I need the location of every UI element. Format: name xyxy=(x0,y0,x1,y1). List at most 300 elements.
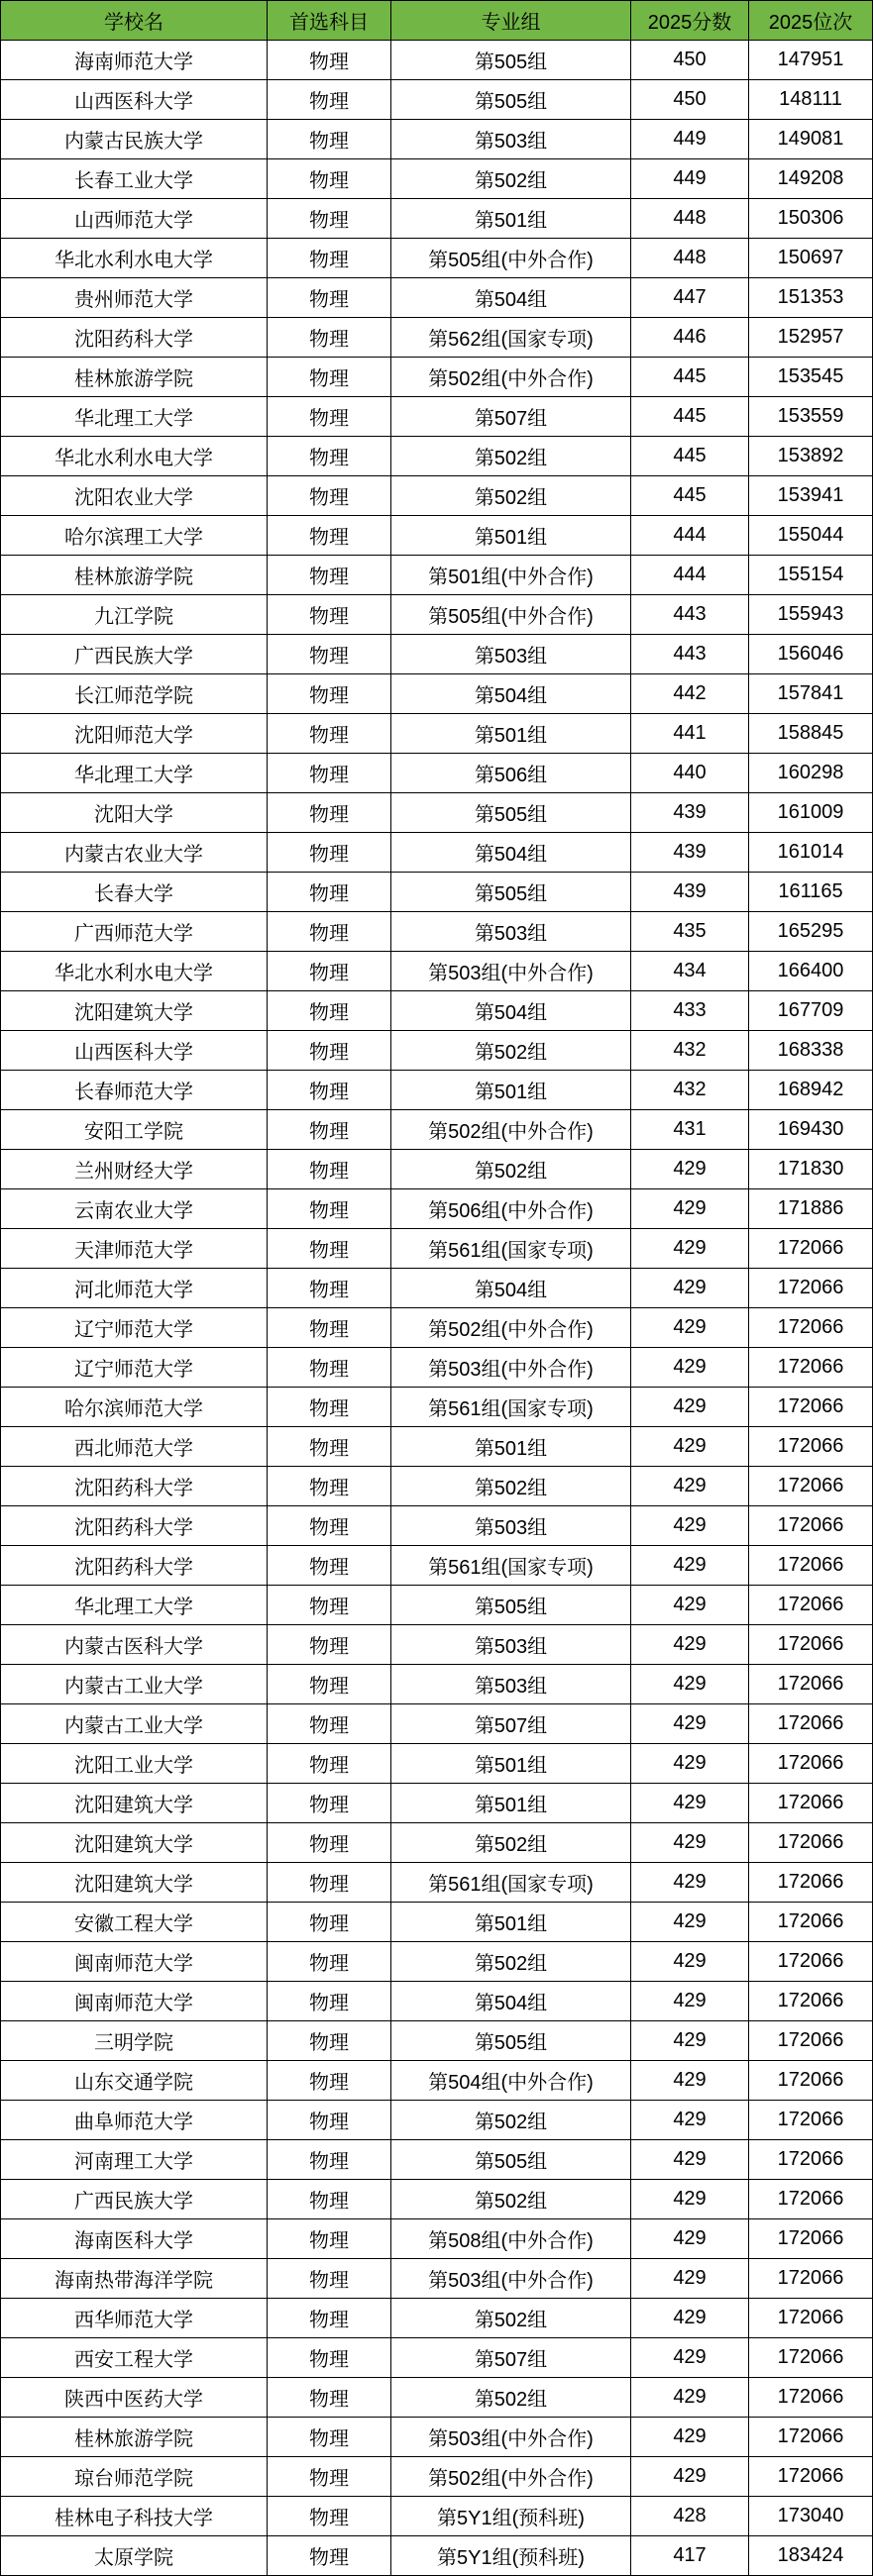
table-row xyxy=(1,1744,873,1784)
cell-subject: 物理 xyxy=(268,1229,391,1269)
cell-school: 山西师范大学 xyxy=(1,199,268,239)
cell-rank: 172066 xyxy=(749,1903,873,1942)
cell-score: 429 xyxy=(631,1744,749,1784)
cell-subject: 物理 xyxy=(268,674,391,714)
table-row xyxy=(1,2299,873,2338)
cell-school: 长春工业大学 xyxy=(1,159,268,199)
cell-major-group: 第505组(中外合作) xyxy=(391,239,631,278)
cell-school: 安阳工学院 xyxy=(1,1110,268,1150)
cell-rank: 167709 xyxy=(749,991,873,1031)
cell-subject: 物理 xyxy=(268,1982,391,2021)
cell-subject: 物理 xyxy=(268,991,391,1031)
cell-school: 海南医科大学 xyxy=(1,2219,268,2259)
cell-subject: 物理 xyxy=(268,952,391,991)
cell-subject: 物理 xyxy=(268,1189,391,1229)
header-major-group: 专业组 xyxy=(391,1,631,41)
table-row xyxy=(1,873,873,912)
cell-school: 闽南师范大学 xyxy=(1,1942,268,1982)
cell-score: 443 xyxy=(631,635,749,674)
table-row xyxy=(1,1427,873,1467)
cell-school: 琼台师范学院 xyxy=(1,2457,268,2497)
cell-subject: 物理 xyxy=(268,1506,391,1546)
cell-major-group: 第505组 xyxy=(391,2021,631,2061)
header-rank: 2025位次 xyxy=(749,1,873,41)
table-row xyxy=(1,1467,873,1506)
cell-major-group: 第508组(中外合作) xyxy=(391,2219,631,2259)
cell-major-group: 第504组 xyxy=(391,833,631,873)
cell-rank: 161165 xyxy=(749,873,873,912)
cell-school: 九江学院 xyxy=(1,595,268,635)
cell-major-group: 第502组 xyxy=(391,2101,631,2140)
cell-major-group: 第505组(中外合作) xyxy=(391,595,631,635)
cell-rank: 147951 xyxy=(749,41,873,80)
cell-subject: 物理 xyxy=(268,239,391,278)
cell-subject: 物理 xyxy=(268,120,391,159)
cell-major-group: 第501组 xyxy=(391,1071,631,1110)
cell-rank: 172066 xyxy=(749,1388,873,1427)
cell-rank: 172066 xyxy=(749,1229,873,1269)
header-row xyxy=(1,1,873,41)
cell-subject: 物理 xyxy=(268,1784,391,1823)
cell-subject: 物理 xyxy=(268,2497,391,2536)
table-row xyxy=(1,2457,873,2497)
cell-subject: 物理 xyxy=(268,1071,391,1110)
cell-rank: 172066 xyxy=(749,1863,873,1903)
cell-score: 429 xyxy=(631,1625,749,1665)
cell-school: 云南农业大学 xyxy=(1,1189,268,1229)
cell-school: 华北水利水电大学 xyxy=(1,437,268,476)
table-row xyxy=(1,437,873,476)
table-row xyxy=(1,239,873,278)
cell-school: 桂林旅游学院 xyxy=(1,2418,268,2457)
cell-subject: 物理 xyxy=(268,1586,391,1625)
cell-school: 长春大学 xyxy=(1,873,268,912)
cell-score: 434 xyxy=(631,952,749,991)
cell-score: 429 xyxy=(631,2259,749,2299)
cell-subject: 物理 xyxy=(268,2418,391,2457)
cell-major-group: 第503组 xyxy=(391,1506,631,1546)
cell-school: 沈阳师范大学 xyxy=(1,714,268,754)
cell-school: 长春师范大学 xyxy=(1,1071,268,1110)
cell-school: 海南师范大学 xyxy=(1,41,268,80)
cell-score: 444 xyxy=(631,556,749,595)
header-subject: 首选科目 xyxy=(268,1,391,41)
cell-subject: 物理 xyxy=(268,2259,391,2299)
cell-rank: 172066 xyxy=(749,2338,873,2378)
cell-rank: 172066 xyxy=(749,1784,873,1823)
cell-subject: 物理 xyxy=(268,2219,391,2259)
cell-subject: 物理 xyxy=(268,1546,391,1586)
table-row xyxy=(1,2259,873,2299)
cell-school: 桂林电子科技大学 xyxy=(1,2497,268,2536)
cell-score: 445 xyxy=(631,476,749,516)
cell-score: 429 xyxy=(631,1942,749,1982)
table-row xyxy=(1,1863,873,1903)
cell-subject: 物理 xyxy=(268,437,391,476)
table-row xyxy=(1,2219,873,2259)
table-row xyxy=(1,41,873,80)
cell-school: 哈尔滨理工大学 xyxy=(1,516,268,556)
cell-subject: 物理 xyxy=(268,714,391,754)
cell-rank: 153545 xyxy=(749,358,873,397)
cell-rank: 172066 xyxy=(749,1586,873,1625)
cell-subject: 物理 xyxy=(268,1942,391,1982)
cell-major-group: 第502组 xyxy=(391,1031,631,1071)
table-row xyxy=(1,1189,873,1229)
cell-school: 沈阳建筑大学 xyxy=(1,1823,268,1863)
cell-score: 442 xyxy=(631,674,749,714)
cell-subject: 物理 xyxy=(268,1031,391,1071)
table-row xyxy=(1,2536,873,2576)
cell-school: 广西民族大学 xyxy=(1,635,268,674)
table-row xyxy=(1,754,873,793)
cell-school: 华北理工大学 xyxy=(1,397,268,437)
cell-subject: 物理 xyxy=(268,41,391,80)
cell-subject: 物理 xyxy=(268,1467,391,1506)
table-row xyxy=(1,397,873,437)
cell-rank: 158845 xyxy=(749,714,873,754)
cell-school: 广西民族大学 xyxy=(1,2180,268,2219)
cell-rank: 172066 xyxy=(749,2021,873,2061)
cell-score: 429 xyxy=(631,1269,749,1308)
cell-subject: 物理 xyxy=(268,2061,391,2101)
table-row xyxy=(1,833,873,873)
cell-rank: 172066 xyxy=(749,1665,873,1704)
table-row xyxy=(1,120,873,159)
cell-score: 435 xyxy=(631,912,749,952)
cell-major-group: 第503组(中外合作) xyxy=(391,1348,631,1388)
cell-school: 三明学院 xyxy=(1,2021,268,2061)
cell-rank: 172066 xyxy=(749,2140,873,2180)
cell-major-group: 第507组 xyxy=(391,2338,631,2378)
cell-score: 448 xyxy=(631,199,749,239)
table-row xyxy=(1,476,873,516)
cell-major-group: 第502组 xyxy=(391,1942,631,1982)
cell-rank: 172066 xyxy=(749,1546,873,1586)
table-row xyxy=(1,199,873,239)
cell-major-group: 第501组(中外合作) xyxy=(391,556,631,595)
table-row xyxy=(1,80,873,120)
cell-subject: 物理 xyxy=(268,476,391,516)
table-row xyxy=(1,991,873,1031)
table-row xyxy=(1,1625,873,1665)
cell-major-group: 第504组 xyxy=(391,991,631,1031)
table-row xyxy=(1,2338,873,2378)
cell-subject: 物理 xyxy=(268,1110,391,1150)
cell-school: 桂林旅游学院 xyxy=(1,556,268,595)
table-row xyxy=(1,793,873,833)
table-row xyxy=(1,318,873,358)
cell-school: 贵州师范大学 xyxy=(1,278,268,318)
table-header xyxy=(1,1,873,41)
cell-score: 429 xyxy=(631,2021,749,2061)
cell-major-group: 第502组(中外合作) xyxy=(391,358,631,397)
cell-score: 431 xyxy=(631,1110,749,1150)
cell-major-group: 第507组 xyxy=(391,397,631,437)
cell-major-group: 第504组 xyxy=(391,674,631,714)
cell-score: 429 xyxy=(631,1784,749,1823)
cell-major-group: 第501组 xyxy=(391,1744,631,1784)
cell-major-group: 第501组 xyxy=(391,516,631,556)
table-row xyxy=(1,595,873,635)
cell-score: 433 xyxy=(631,991,749,1031)
cell-major-group: 第501组 xyxy=(391,1427,631,1467)
cell-major-group: 第561组(国家专项) xyxy=(391,1863,631,1903)
cell-rank: 172066 xyxy=(749,2418,873,2457)
cell-score: 429 xyxy=(631,1982,749,2021)
cell-school: 哈尔滨师范大学 xyxy=(1,1388,268,1427)
table-row xyxy=(1,1823,873,1863)
cell-school: 沈阳药科大学 xyxy=(1,1506,268,1546)
cell-rank: 172066 xyxy=(749,1269,873,1308)
cell-major-group: 第5Y1组(预科班) xyxy=(391,2497,631,2536)
cell-major-group: 第501组 xyxy=(391,714,631,754)
cell-subject: 物理 xyxy=(268,1903,391,1942)
cell-school: 陕西中医药大学 xyxy=(1,2378,268,2418)
cell-rank: 172066 xyxy=(749,1744,873,1784)
cell-rank: 151353 xyxy=(749,278,873,318)
table-row xyxy=(1,278,873,318)
cell-rank: 161014 xyxy=(749,833,873,873)
cell-major-group: 第503组(中外合作) xyxy=(391,952,631,991)
cell-school: 华北水利水电大学 xyxy=(1,239,268,278)
cell-score: 449 xyxy=(631,159,749,199)
cell-rank: 172066 xyxy=(749,1982,873,2021)
table-row xyxy=(1,1665,873,1704)
cell-major-group: 第505组 xyxy=(391,41,631,80)
cell-major-group: 第503组 xyxy=(391,912,631,952)
cell-major-group: 第503组 xyxy=(391,635,631,674)
cell-school: 长江师范学院 xyxy=(1,674,268,714)
cell-major-group: 第502组(中外合作) xyxy=(391,1308,631,1348)
cell-rank: 183424 xyxy=(749,2536,873,2576)
cell-school: 沈阳建筑大学 xyxy=(1,1863,268,1903)
cell-subject: 物理 xyxy=(268,595,391,635)
cell-major-group: 第5Y1组(预科班) xyxy=(391,2536,631,2576)
table-row xyxy=(1,516,873,556)
cell-subject: 物理 xyxy=(268,2338,391,2378)
cell-subject: 物理 xyxy=(268,912,391,952)
cell-major-group: 第502组 xyxy=(391,2299,631,2338)
cell-subject: 物理 xyxy=(268,2378,391,2418)
cell-major-group: 第503组(中外合作) xyxy=(391,2259,631,2299)
cell-subject: 物理 xyxy=(268,1348,391,1388)
cell-subject: 物理 xyxy=(268,1704,391,1744)
cell-school: 内蒙古民族大学 xyxy=(1,120,268,159)
cell-major-group: 第561组(国家专项) xyxy=(391,1388,631,1427)
cell-subject: 物理 xyxy=(268,1823,391,1863)
cell-score: 445 xyxy=(631,397,749,437)
cell-school: 沈阳农业大学 xyxy=(1,476,268,516)
cell-major-group: 第501组 xyxy=(391,1784,631,1823)
cell-school: 沈阳药科大学 xyxy=(1,1467,268,1506)
cell-subject: 物理 xyxy=(268,358,391,397)
cell-score: 439 xyxy=(631,833,749,873)
cell-rank: 172066 xyxy=(749,2259,873,2299)
cell-major-group: 第507组 xyxy=(391,1704,631,1744)
table-row xyxy=(1,1229,873,1269)
cell-subject: 物理 xyxy=(268,2021,391,2061)
cell-score: 445 xyxy=(631,358,749,397)
cell-school: 安徽工程大学 xyxy=(1,1903,268,1942)
cell-rank: 172066 xyxy=(749,1348,873,1388)
cell-school: 广西师范大学 xyxy=(1,912,268,952)
cell-score: 428 xyxy=(631,2497,749,2536)
cell-rank: 161009 xyxy=(749,793,873,833)
cell-rank: 172066 xyxy=(749,2299,873,2338)
cell-major-group: 第562组(国家专项) xyxy=(391,318,631,358)
cell-rank: 172066 xyxy=(749,1823,873,1863)
cell-major-group: 第505组 xyxy=(391,793,631,833)
cell-rank: 152957 xyxy=(749,318,873,358)
table-row xyxy=(1,2418,873,2457)
cell-school: 天津师范大学 xyxy=(1,1229,268,1269)
cell-school: 内蒙古医科大学 xyxy=(1,1625,268,1665)
cell-score: 429 xyxy=(631,1863,749,1903)
cell-score: 429 xyxy=(631,1546,749,1586)
cell-rank: 172066 xyxy=(749,1427,873,1467)
cell-rank: 157841 xyxy=(749,674,873,714)
cell-rank: 173040 xyxy=(749,2497,873,2536)
cell-rank: 168942 xyxy=(749,1071,873,1110)
table-row xyxy=(1,952,873,991)
cell-subject: 物理 xyxy=(268,556,391,595)
cell-subject: 物理 xyxy=(268,80,391,120)
cell-major-group: 第502组 xyxy=(391,1467,631,1506)
cell-school: 内蒙古工业大学 xyxy=(1,1665,268,1704)
cell-school: 西安工程大学 xyxy=(1,2338,268,2378)
cell-score: 432 xyxy=(631,1071,749,1110)
cell-score: 429 xyxy=(631,1704,749,1744)
cell-subject: 物理 xyxy=(268,1308,391,1348)
table-row xyxy=(1,2021,873,2061)
cell-subject: 物理 xyxy=(268,635,391,674)
cell-major-group: 第502组 xyxy=(391,2378,631,2418)
cell-subject: 物理 xyxy=(268,397,391,437)
cell-school: 河南理工大学 xyxy=(1,2140,268,2180)
cell-subject: 物理 xyxy=(268,754,391,793)
cell-subject: 物理 xyxy=(268,1665,391,1704)
cell-subject: 物理 xyxy=(268,318,391,358)
cell-score: 440 xyxy=(631,754,749,793)
header-school: 学校名 xyxy=(1,1,268,41)
header-score: 2025分数 xyxy=(631,1,749,41)
cell-score: 429 xyxy=(631,2418,749,2457)
cell-score: 429 xyxy=(631,1467,749,1506)
cell-score: 429 xyxy=(631,2101,749,2140)
cell-rank: 155044 xyxy=(749,516,873,556)
table-row xyxy=(1,1269,873,1308)
cell-rank: 172066 xyxy=(749,2101,873,2140)
cell-major-group: 第503组 xyxy=(391,1665,631,1704)
table-row xyxy=(1,1982,873,2021)
cell-rank: 155943 xyxy=(749,595,873,635)
cell-major-group: 第504组(中外合作) xyxy=(391,2061,631,2101)
cell-school: 西华师范大学 xyxy=(1,2299,268,2338)
cell-rank: 155154 xyxy=(749,556,873,595)
cell-school: 山东交通学院 xyxy=(1,2061,268,2101)
cell-school: 河北师范大学 xyxy=(1,1269,268,1308)
table-row xyxy=(1,1110,873,1150)
cell-score: 429 xyxy=(631,1388,749,1427)
cell-score: 429 xyxy=(631,1903,749,1942)
cell-rank: 172066 xyxy=(749,2457,873,2497)
cell-score: 429 xyxy=(631,1427,749,1467)
cell-rank: 150306 xyxy=(749,199,873,239)
table-row xyxy=(1,1506,873,1546)
cell-subject: 物理 xyxy=(268,278,391,318)
cell-subject: 物理 xyxy=(268,873,391,912)
cell-score: 429 xyxy=(631,2140,749,2180)
cell-score: 429 xyxy=(631,2338,749,2378)
cell-subject: 物理 xyxy=(268,2536,391,2576)
cell-subject: 物理 xyxy=(268,1269,391,1308)
table-row xyxy=(1,1308,873,1348)
cell-school: 沈阳药科大学 xyxy=(1,1546,268,1586)
cell-major-group: 第505组 xyxy=(391,873,631,912)
cell-school: 沈阳建筑大学 xyxy=(1,991,268,1031)
cell-subject: 物理 xyxy=(268,833,391,873)
cell-major-group: 第503组 xyxy=(391,1625,631,1665)
cell-school: 西北师范大学 xyxy=(1,1427,268,1467)
table-row xyxy=(1,2061,873,2101)
cell-school: 太原学院 xyxy=(1,2536,268,2576)
cell-major-group: 第506组 xyxy=(391,754,631,793)
table-row xyxy=(1,1546,873,1586)
cell-rank: 172066 xyxy=(749,1942,873,1982)
cell-major-group: 第502组 xyxy=(391,1823,631,1863)
cell-score: 449 xyxy=(631,120,749,159)
cell-subject: 物理 xyxy=(268,199,391,239)
cell-score: 417 xyxy=(631,2536,749,2576)
cell-school: 海南热带海洋学院 xyxy=(1,2259,268,2299)
cell-rank: 156046 xyxy=(749,635,873,674)
cell-school: 山西医科大学 xyxy=(1,80,268,120)
table-row xyxy=(1,159,873,199)
cell-rank: 150697 xyxy=(749,239,873,278)
cell-major-group: 第502组 xyxy=(391,476,631,516)
cell-score: 429 xyxy=(631,2219,749,2259)
cell-rank: 166400 xyxy=(749,952,873,991)
cell-major-group: 第506组(中外合作) xyxy=(391,1189,631,1229)
cell-subject: 物理 xyxy=(268,2140,391,2180)
cell-score: 429 xyxy=(631,1189,749,1229)
cell-major-group: 第502组 xyxy=(391,2180,631,2219)
cell-subject: 物理 xyxy=(268,1625,391,1665)
cell-rank: 172066 xyxy=(749,1625,873,1665)
cell-school: 沈阳药科大学 xyxy=(1,318,268,358)
cell-rank: 149208 xyxy=(749,159,873,199)
cell-score: 445 xyxy=(631,437,749,476)
cell-rank: 172066 xyxy=(749,2378,873,2418)
table-row xyxy=(1,1942,873,1982)
cell-school: 桂林旅游学院 xyxy=(1,358,268,397)
cell-score: 447 xyxy=(631,278,749,318)
table-row xyxy=(1,1586,873,1625)
cell-major-group: 第502组(中外合作) xyxy=(391,2457,631,2497)
cell-major-group: 第501组 xyxy=(391,199,631,239)
cell-score: 432 xyxy=(631,1031,749,1071)
cell-score: 429 xyxy=(631,1150,749,1189)
cell-rank: 168338 xyxy=(749,1031,873,1071)
table-row xyxy=(1,714,873,754)
cell-rank: 172066 xyxy=(749,1467,873,1506)
cell-score: 429 xyxy=(631,1665,749,1704)
cell-score: 439 xyxy=(631,873,749,912)
table-row xyxy=(1,635,873,674)
cell-rank: 172066 xyxy=(749,2180,873,2219)
table-row xyxy=(1,912,873,952)
